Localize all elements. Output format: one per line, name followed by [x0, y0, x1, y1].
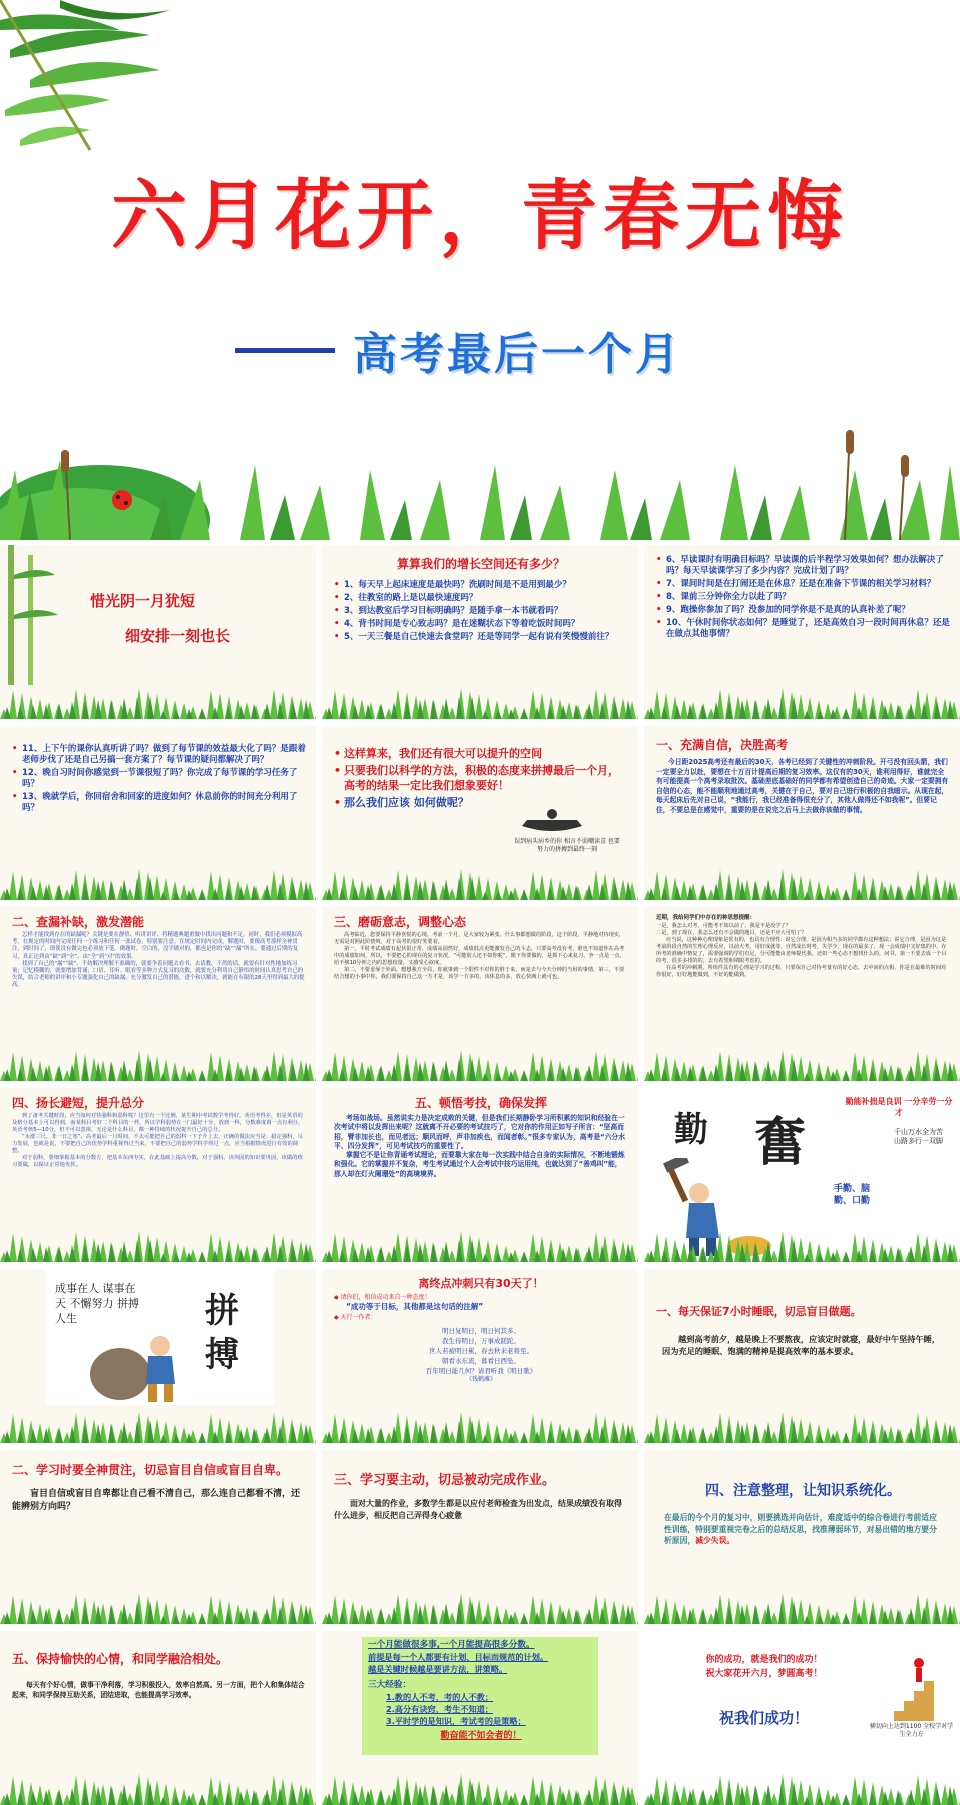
- slide-6-body: 今日距2025高考还有最后的30天，各考已经到了关键性的冲刺阶段。开弓没有回头箭，我们一定要全力以赴，要想在十万百计提高后期的复习效率。这仅有的30天，谁利用得好，谁就完全有可能提高一个高考录取批次。基础差底基础好的同学都有希望创造自己的奇迹。大家一定要拥有自信的心态，能不能顺利地通过高考，关键在于自己，要对自己进行积极的自我暗示。从现在起，每天起床后先对自己说，“我能行，我已经准备得很充分了，其他人做得还不如我呢”。但要记住，不要总是在感觉中，重要的是在说完之后马上去做你该做的事情。: [656, 758, 949, 814]
- slide-14-l1: ◆ 请你们，相信成功来自一种态度！: [334, 1294, 431, 1301]
- slide-1: [0, 545, 316, 719]
- slide-19-title: 五、保持愉快的心情，和同学融洽相处。: [12, 1652, 229, 1666]
- slide-2: [322, 545, 638, 719]
- grass-border-icon: [0, 1771, 316, 1805]
- subtitle-dash: [235, 348, 335, 353]
- slide-1-line2: 细安排一刻也长: [125, 627, 231, 645]
- slide-19-body: 每天有个好心情，做事干净利落，学习积极投入，效率自然高。另一方面，把个人和集体结合起来，和同学保持互助关系，团结进取，也能提高学习效率。: [12, 1681, 305, 1699]
- grass-border-icon: [644, 1590, 960, 1624]
- slide-6-title: 一、充满自信，决胜高考: [656, 738, 789, 752]
- slide-9-p4: 在高考的冲刺期，所组件具有的心理是学习的过程，只要保自己对待考量有的好心态，去中间的点相，你是在最难的时间对你很好，好好地能做到，不好的能做到。: [656, 964, 947, 978]
- slide-17: [322, 1450, 638, 1624]
- slide-11-p2: 掌握它不是让你背诵考试理论，而要靠大家在每一次实践中结合自身的实际情况，不断地锻炼和强化。它的掌握并不复杂，考生考试通过个人会考试中技巧运用纯，也就达到了“善鸡叫”能，那人却在灯火阑珊处”的高境境界。: [334, 1151, 625, 1178]
- slide-10-p2: “水涨三尺，非一日之寒”，高考最后一月时间，不太可能把自己的弱科一下子升上去，正确的做法应当是：稳定强科，尽力发展，也就是说，不要把自己的优势学科重视得过当来，不要把自己的弱势学科学得过一点，应当根据情况进行有效的调整。: [12, 1134, 303, 1154]
- slide-14-poem-line: 我生待明日，万事成蹉跎。: [442, 1337, 520, 1345]
- slide-4: [0, 726, 316, 900]
- slide-13: [0, 1269, 316, 1443]
- slide-9-p3: 应当说，这种种心理现象是常有的，也具有合理性：说它合理，是因为相当多的同学都有这种想法；说它合理，是因为这是考前阶段自然的生理心理反应，以前大考，用好成就等。自然成长时考，失学少，现在的最多了，现一会成绩中又好集的中，在所考的准确中情复了，需要强调的学们有足，分可能能由老师提代我。还如一些心态不想找什么的，问书，第一不要去成一个目的考，很多多找的的，去有希望和期限考虑的。: [656, 936, 947, 964]
- grass-border-icon: [0, 1228, 316, 1262]
- cover-subtitle: [235, 318, 682, 382]
- list-item: • 9、跑操你参加了吗？没参加的同学你是不是真的认真补差了呢？: [656, 605, 950, 616]
- slide-18: [644, 1450, 960, 1624]
- slide-14-poem-line: 明日复明日，明日何其多。: [442, 1327, 520, 1335]
- cover-subtitle-text: 高考最后一个月: [353, 329, 682, 380]
- grass-border-icon: [644, 685, 960, 719]
- grass-border-icon: [322, 1590, 638, 1624]
- slide-8-p3: 第二，不要羞辱于外面。想想我方全局，你就事到一个阳性不对你的胜于来，而是去与今天分钟的当用的事情，第三，不要结合想的小事中你，我们要保持自己这一方才是，该学一方多的，该休息的多。放心快满上就可也。: [334, 967, 625, 980]
- slide-20-head: 三大经验：: [368, 1680, 411, 1690]
- grass-border-icon: [322, 866, 638, 900]
- cover-slide: [0, 0, 960, 540]
- grass-border-icon: [644, 1409, 960, 1443]
- grass-border-icon: [0, 1409, 316, 1443]
- slide-6: [644, 726, 960, 900]
- slide-18-body-a: 在最后的今个月的复习中，则要挑选并向估计，难度适中的综合卷进行考前适应性训练，特别要重视完卷之后的总结反思，找准薄弱环节，对易出错的地方要分析原因，: [664, 1513, 937, 1545]
- slide-14-source: 《钱鹤滩》: [465, 1376, 496, 1383]
- slide-12: [644, 1088, 960, 1262]
- slide-20-p2: 前提是每一个人都要有计划、目标而规范的计划。: [368, 1652, 549, 1662]
- slide-12-big1: 勤: [674, 1110, 708, 1150]
- slide-1-line1: 惜光阴一月犹短: [90, 592, 196, 610]
- slide-11: [322, 1088, 638, 1262]
- slide-9-p2: 二是，到了现在，我怎么还有不会做的题目，还是不应大可怕了？: [656, 929, 807, 936]
- slide-20: [322, 1631, 638, 1805]
- slide-7-p2: 找到了自己的“漏”“缺”，不妨解决理解不准确的，就要争着问题去看书，去请教，不然的话，就要有针对性地加练习量；记忆模糊的，就要增加背诵；口语、耳听、眼看等多种方式复习的次数，就要充分利用自己静悟的时间认真思考自己的失误，结合老师的讲评和小专题强化自己的缺漏，充分激发自己的潜能，进个和以解决，就能在有限的28天里得到最大的提高。: [12, 960, 305, 989]
- grass-border-icon: [644, 866, 960, 900]
- list-item: • 这样算来，我们还有很大可以提升的空间: [334, 746, 628, 761]
- slide-10-p1: 到了备考关键时段，应当如何对待强科和弱科呢？这里有一个比例，某生期中考试数学考得好，英语考得差，但是英语的及格分基本上可以得到，而某科目考好二个科目的一样，所以学科弱势在一门最好十分，放到一科，分数难度调一点有利分，英语考核5—10分，但不可以忽视，无论是什么科目，都一种持续的状况提升自己的总分。: [12, 1113, 304, 1133]
- slide-20-p1: 一个月能做很多事,一个月能提高很多分数。: [368, 1640, 535, 1650]
- bamboo-icon: [0, 545, 60, 685]
- slide-21: [644, 1631, 960, 1805]
- slide-8-p1: 高考临近，您要保持平静喜悦的心境。考前一个月，是大家较为紧张、什么事都想做的阶段，这个阶段，平静地对待现实，无需是对照此阶情境，对于高考的很好笑要看。: [334, 932, 625, 945]
- grass-border-icon: [322, 1771, 638, 1805]
- slide-14-poem-line: 朝看水东流，暮看日西坠。: [442, 1357, 520, 1365]
- list-item: • 5、一天三餐是自己快速去食堂吗？还是等同学一起有说有笑慢慢前往？: [334, 632, 628, 643]
- slide-7-title: 二、查漏补缺，激发潜能: [12, 915, 145, 929]
- slide-7-p1: 怎样才能找到存在的缺漏呢？关键是要在静悟、听讲讲评、将精题典题重做中找出问题和不足，同时，我们必须模拟高考，在规定的时间内完成任何一个练习和任何一张试卷，特别要注意。在规定时间内完成，解题时，要像高考那样全神贯注，到时间了，即使没有做完也必须放下笔。做题时，空白的，没学做对的，都也是你的“缺”“漏”所在，要通过后期的复习，真正达到由“缺”到“全”，由“全”到“对”的效果。: [12, 932, 303, 960]
- slide-12-big2: 奮: [754, 1112, 807, 1173]
- slide-11-p1: 考场如战场。虽然说实力是决定成败的关键，但是我们长期静卧学习所积累的知识和经验在一次考试中将以发挥出来呢？这就离不开必要的考试技巧了，它对你的作用正如写子所言：“坚高而招，臂非加长也，而见者远；顺风而呼，声非加疾也，而闻者彰。”很多专家认为，高考是“六分水平、四分发挥”，可见考试技巧的重要性了。: [334, 1114, 626, 1150]
- slide-13-verse: 成事在人 谋事在天 不懈努力 拼搏人生: [55, 1282, 139, 1325]
- slide-10: [0, 1088, 316, 1262]
- grass-border-icon: [644, 1228, 960, 1262]
- slide-10-title: 四、扬长避短，提升总分: [12, 1096, 145, 1110]
- grass-border-icon: [322, 1047, 638, 1081]
- slide-9: [644, 907, 960, 1081]
- grass-border-icon: [322, 1228, 638, 1262]
- list-item: • 11、上下午的课你认真听讲了吗？做到了每节课的效益最大化了吗？是跟着老师步伐了还是自己另搞一套方案了？每节课的疑问都解决了吗？: [12, 744, 306, 766]
- list-item: • 8、课前三分钟你全力以赴了吗？: [656, 592, 950, 603]
- slide-15: [644, 1269, 960, 1443]
- list-item: • 2、往教室的路上是以最快速度吗？: [334, 593, 628, 604]
- grass-border-icon: [0, 1047, 316, 1081]
- slide-21-l2: 祝大家花开六月，梦圆高考！: [705, 1669, 823, 1679]
- slide-11-title: 五、顿悟考技，确保发挥: [414, 1096, 547, 1110]
- bamboo-leaves-icon: [0, 0, 190, 180]
- slide-19: [0, 1631, 316, 1805]
- list-item: 1.教的人不考，考的人不教；: [386, 1692, 494, 1702]
- slide-12-banner: 勤能补拙是良训 一分辛劳一分才: [845, 1097, 953, 1117]
- grass-border-icon: [322, 685, 638, 719]
- slide-8: [322, 907, 638, 1081]
- boat-rower-icon: [522, 806, 582, 834]
- slide-21-big: 祝我们成功！: [718, 1709, 809, 1727]
- list-item: • 只要我们以科学的方法，积极的态度来拼搏最后一个月，高考的结果一定比我们想象要好！: [334, 763, 628, 793]
- list-item: • 13、晚就学后，你回宿舍和回家的进度如何？休息前你的时间充分利用了吗？: [12, 792, 306, 814]
- list-item: • 6、早读课时有明确目标吗？早读课的后半程学习效果如何？想办法解决了吗？每天早读课学习了多少内容？完成计划了吗？: [656, 555, 950, 577]
- slide-14: [322, 1269, 638, 1443]
- slide-2-title: 算算我们的增长空间还有多少？: [396, 557, 565, 571]
- grass-border-icon: [644, 1047, 960, 1081]
- grass-border-icon: [0, 410, 960, 540]
- list-item: • 那么我们应该 如何做呢？: [334, 795, 628, 810]
- grass-border-icon: [0, 866, 316, 900]
- grass-border-icon: [0, 1590, 316, 1624]
- grass-border-icon: [0, 685, 316, 719]
- list-item: • 3、到达教室后学习目标明确吗？是随手拿一本书就看吗？: [334, 606, 628, 617]
- cover-title: 六月花开，青春无悔: [111, 171, 849, 260]
- slide-5-caption: 误到病头病乡的你 相言不弱嘲读喜 也要努力的拼搏到最终一刻: [514, 838, 620, 853]
- list-item: • 12、晚自习时间你感觉到一节课很短了吗？你完成了每节课的学习任务了吗？: [12, 768, 306, 790]
- slide-10-p3: 对于弱科，要细掌握基本的分数方，把基本东西夯实，在此基础上提高分数，对于强科，该巩固的知识要巩固，该做的练习要做，以保证正常地发挥。: [12, 1155, 303, 1168]
- slide-7: [0, 907, 316, 1081]
- slide-9-lead: 近期，我给同学们中存在的种思想提醒：: [656, 915, 756, 921]
- slide-15-title: 一、每天保证7小时睡眠，切忌盲目做题。: [656, 1305, 862, 1318]
- slide-18-body-b: 减少失误。: [695, 1536, 735, 1545]
- slide-14-quote: “成功等于目标，其他都是这句话的注解”: [346, 1302, 484, 1311]
- list-item: 2.高分有诀窍，考生不知道；: [386, 1704, 494, 1714]
- slide-18-title: 四、注意整理，让知识系统化。: [705, 1483, 901, 1499]
- slide-13-big: 拼搏: [205, 1291, 239, 1375]
- slide-9-p1: 一是，我怎么对考，可能考不如以前了，我是不是没学了？: [656, 922, 791, 929]
- slide-15-body: 越到高考前夕，越是晚上不要熬夜，应该定时就寝，最好中午坚持午睡，因为充足的睡眠、饱满的精神是提高效率的基本要求。: [662, 1334, 941, 1356]
- slide-16-title: 二、学习时要全神贯注，切忌盲目自信或盲目自卑。: [12, 1463, 289, 1477]
- slide-20-footer: 勤奋能不如会者的！: [440, 1731, 522, 1741]
- slide-8-title: 三、磨砺意志，调整心态: [334, 915, 467, 929]
- slide-14-title: 离终点冲刺只有30天了！: [418, 1277, 544, 1290]
- slide-14-poem-line: 百年明日能几何？请君听我《明日歌》: [425, 1367, 537, 1375]
- slide-5: [322, 726, 638, 900]
- slide-20-p3: 越是关键时候越是要讲方法，讲策略。: [368, 1664, 508, 1674]
- slide-17-title: 三、学习要主动，切忌被动完成作业。: [334, 1473, 556, 1488]
- list-item: • 10、午休时间你状态如何？是睡觉了，还是高效自习一段时间再休息？还是在做点其他事情？: [656, 618, 950, 640]
- slide-17-body: 面对大量的作业，多数学生都是以应付老师检查为出发点，结果成绩没有取得什么进步，相反把自己弄得身心疲惫: [334, 1499, 622, 1520]
- grass-border-icon: [644, 1771, 960, 1805]
- slide-12-verse: 千山万水全为苦 山路多行一双脚: [894, 1128, 943, 1145]
- slide-8-p2: 第一，平时考试成绩有起伏很正常，成绩高固然好，成绩低点更能激发自己的斗志，只要高考没有考，谁也不知道你在高考中的成绩如何，所以，不要把心的现在的复习状况，“可能别人还不如你呢”，眼下你要做的，是抓下心来复习，争一点是一点，给不够10分钟之内的思想较量，又感受心欲度。: [334, 946, 625, 966]
- slide-16-body: 盲目自信或盲目自卑都让自己看不清自己，那么连自己都看不清，还能辨别方向吗？: [12, 1489, 301, 1512]
- list-item: • 1、每天早上起床速度是最快吗？洗刷时间是不是用到最少？: [334, 580, 628, 591]
- list-item: 3.平时学的是知识，考试考的是策略；: [386, 1716, 526, 1726]
- list-item: • 7、课间时间是在打闹还是在休息？还是在准备下节课的相关学习材料？: [656, 579, 950, 590]
- slide-14-l2: ◆ 天行一作者：: [334, 1314, 377, 1321]
- climbing-stairs-icon: [894, 1651, 934, 1721]
- pushing-rock-icon: [90, 1324, 200, 1404]
- slide-12-side: 手勤、脑勤、口勤: [834, 1184, 871, 1206]
- slide-3: [644, 545, 960, 719]
- slide-21-sign: 横切向上达到1100 全校学对学生全力方: [869, 1723, 954, 1738]
- slide-21-l1: 你的成功，就是我们的成功！: [705, 1655, 823, 1665]
- slide-14-poem-line: 世人若被明日累，春去秋来老将至。: [429, 1347, 533, 1355]
- grass-border-icon: [322, 1409, 638, 1443]
- slide-16: [0, 1450, 316, 1624]
- list-item: • 4、背书时间是专心致志吗？是在迷糊状态下等着吃饭时间吗？: [334, 619, 628, 630]
